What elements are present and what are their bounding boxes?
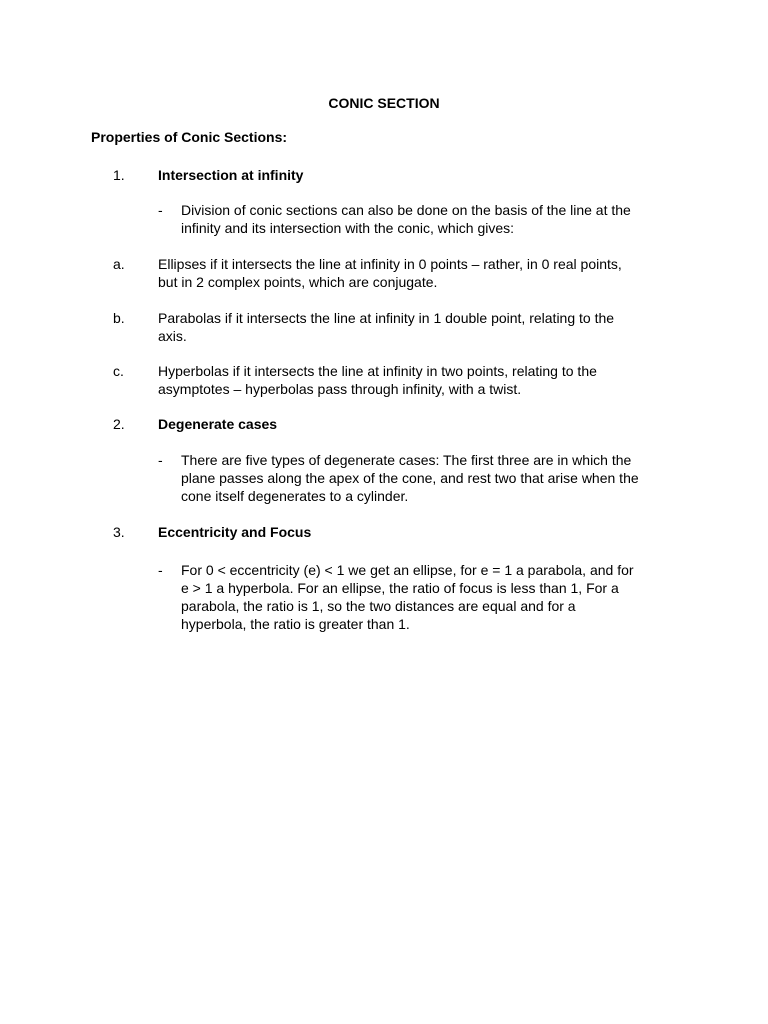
bullet-dash: - — [158, 562, 163, 578]
section-number: 2. — [113, 416, 125, 432]
text-line: Ellipses if it intersects the line at infinity in 0 points – rather, in 0 real points, — [158, 256, 622, 272]
text-line: Hyperbolas if it intersects the line at infinity in two points, relating to the — [158, 363, 597, 379]
text-line: plane passes along the apex of the cone, and rest two that arise when the — [181, 470, 639, 486]
bullet-dash: - — [158, 452, 163, 468]
item-text — [158, 309, 678, 345]
text-line: axis. — [158, 328, 187, 344]
bullet-text — [181, 561, 681, 633]
item-marker: a. — [113, 256, 125, 272]
text-line: There are five types of degenerate cases: The first three are in which the — [181, 452, 632, 468]
item-marker: c. — [113, 363, 124, 379]
section-number: 1. — [113, 167, 125, 183]
section-number: 3. — [113, 524, 125, 540]
page-title: CONIC SECTION — [328, 95, 440, 111]
text-line: parabola, the ratio is 1, so the two distances are equal and for a — [181, 598, 576, 614]
text-line: asymptotes – hyperbolas pass through infinity, with a twist. — [158, 381, 522, 397]
item-marker: b. — [113, 310, 125, 326]
page-subtitle: Properties of Conic Sections: — [91, 129, 288, 145]
bullet-text — [181, 451, 681, 505]
text-line: Parabolas if it intersects the line at infinity in 1 double point, relating to the — [158, 310, 615, 326]
item-text — [158, 255, 678, 291]
text-line: infinity and its intersection with the conic, which gives: — [181, 220, 515, 236]
item-text — [158, 362, 678, 398]
text-line: Division of conic sections can also be done on the basis of the line at the — [181, 202, 631, 218]
bullet-text — [181, 201, 681, 237]
text-line: e > 1 a hyperbola. For an ellipse, the ratio of focus is less than 1, For a — [181, 580, 619, 596]
bullet-dash: - — [158, 202, 163, 218]
section-heading: Degenerate cases — [158, 416, 278, 432]
text-line: For 0 < eccentricity (e) < 1 we get an ellipse, for e = 1 a parabola, and for — [181, 562, 634, 578]
text-line: cone itself degenerates to a cylinder. — [181, 488, 409, 504]
text-line: hyperbola, the ratio is greater than 1. — [181, 616, 410, 632]
section-heading: Intersection at infinity — [158, 167, 304, 183]
text-line: but in 2 complex points, which are conjugate. — [158, 274, 438, 290]
section-heading: Eccentricity and Focus — [158, 524, 312, 540]
